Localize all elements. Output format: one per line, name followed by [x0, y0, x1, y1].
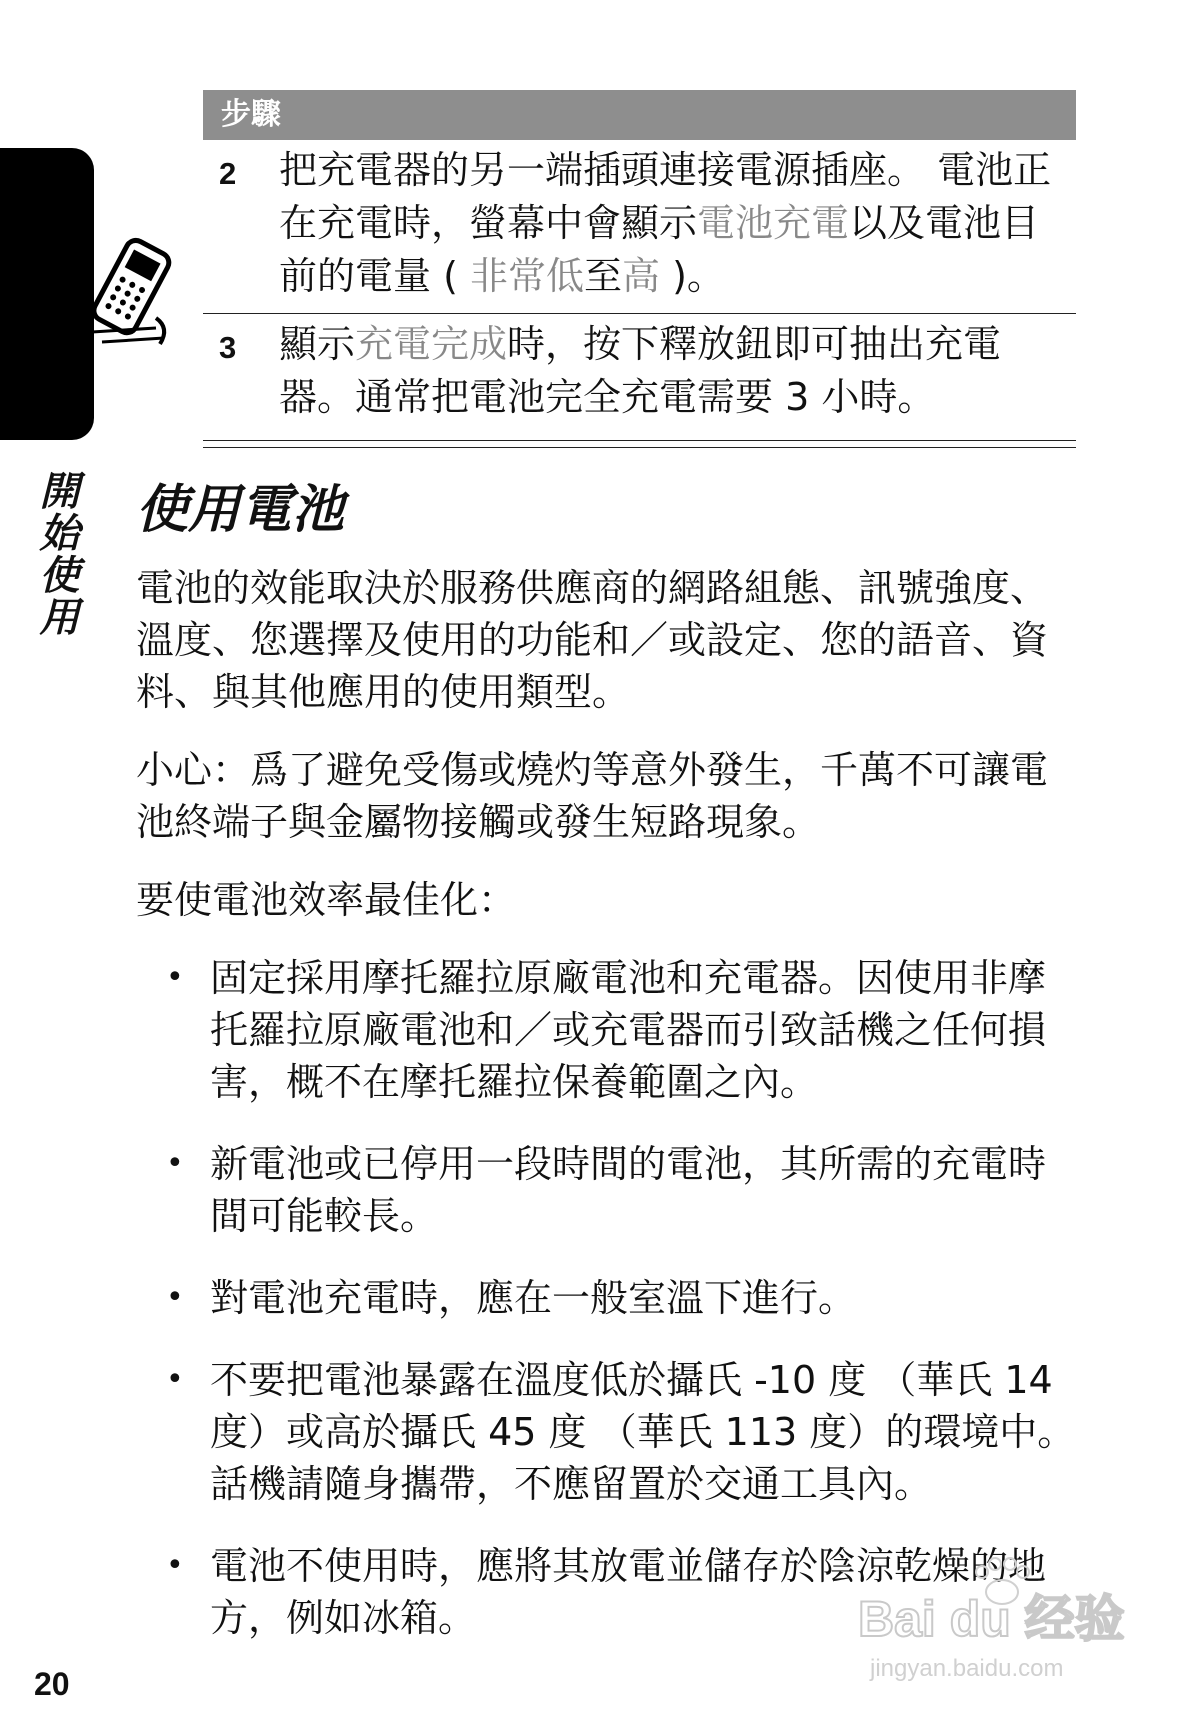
step-text-part: 至 [584, 254, 623, 298]
display-label-charge-complete: 充電完成 [355, 322, 508, 366]
bullet-icon: • [166, 1548, 184, 1583]
steps-header: 步驟 [203, 90, 1076, 140]
bullet-icon: • [166, 1146, 184, 1181]
list-item [136, 1354, 1076, 1510]
steps-table [203, 90, 1076, 448]
caution-paragraph: 小心：爲了避免受傷或燒灼等意外發生，千萬不可讓電池終端子與金屬物接觸或發生短路現象。 [136, 748, 1049, 844]
list-item [136, 1272, 1076, 1324]
main-content [136, 470, 1076, 1674]
list-item-text: 電池不使用時，應將其放電並儲存於陰涼乾燥的地方，例如冰箱。 [210, 1544, 1047, 1640]
step-text-part: 時，按下釋放鈕即可抽出充電器。通常把電池完全充電需要 3 小時。 [279, 322, 1002, 419]
step-text-part: 把充電器的另一端插頭連接電源插座。 電池正在充電時，螢幕中會顯示 [279, 148, 1052, 245]
bullet-list [136, 952, 1076, 1644]
step-text [279, 144, 1076, 303]
chapter-side-label: 開始使用 [33, 470, 79, 638]
intro-paragraph: 電池的效能取決於服務供應商的網路組態、訊號強度、溫度、您選擇及使用的功能和／或設定、您的語音、資料、與其他應用的使用類型。 [136, 566, 1049, 714]
step-text-part: )。 [660, 254, 725, 298]
display-label-battery-charging: 電池充電 [697, 201, 850, 245]
list-item-text: 新電池或已停用一段時間的電池，其所需的充電時間可能較長。 [210, 1142, 1047, 1238]
step-text-part: 顯示 [279, 322, 356, 366]
divider [203, 440, 1076, 441]
step-number: 2 [219, 156, 237, 191]
phone-icon [52, 232, 182, 352]
bullet-icon: • [166, 960, 184, 995]
list-item-text: 對電池充電時，應在一般室溫下進行。 [210, 1276, 857, 1320]
divider [203, 447, 1076, 448]
bullet-icon: • [166, 1362, 184, 1397]
list-item [136, 952, 1076, 1108]
bullet-icon: • [166, 1280, 184, 1315]
watermark-url: jingyan.baidu.com [870, 1655, 1064, 1682]
display-label-high: 高 [622, 254, 661, 298]
page-number: 20 [34, 1666, 70, 1702]
step-row [203, 313, 1076, 434]
step-text [279, 318, 1076, 424]
baidu-watermark [852, 1548, 1152, 1688]
watermark-brand: Bai du 经验 [858, 1591, 1125, 1647]
list-item-text: 不要把電池暴露在溫度低於攝氏 -10 度 （華氏 14 度）或高於攝氏 45 度 （華氏 113 度）的環境中。話機請隨身攜帶，不應留置於交通工具內。 [210, 1358, 1076, 1506]
section-title: 使用電池 [136, 480, 345, 540]
step-text-part: 以及電池目前的電量 ( [279, 201, 1040, 298]
step-number: 3 [219, 330, 237, 365]
optimize-intro: 要使電池效率最佳化： [136, 878, 517, 922]
list-item-text: 固定採用摩托羅拉原廠電池和充電器。因使用非摩托羅拉原廠電池和／或充電器而引致話機之任何損害，概不在摩托羅拉保養範圍之內。 [210, 956, 1047, 1104]
display-label-very-low: 非常低 [469, 254, 584, 298]
step-row [203, 140, 1076, 313]
list-item [136, 1138, 1076, 1242]
